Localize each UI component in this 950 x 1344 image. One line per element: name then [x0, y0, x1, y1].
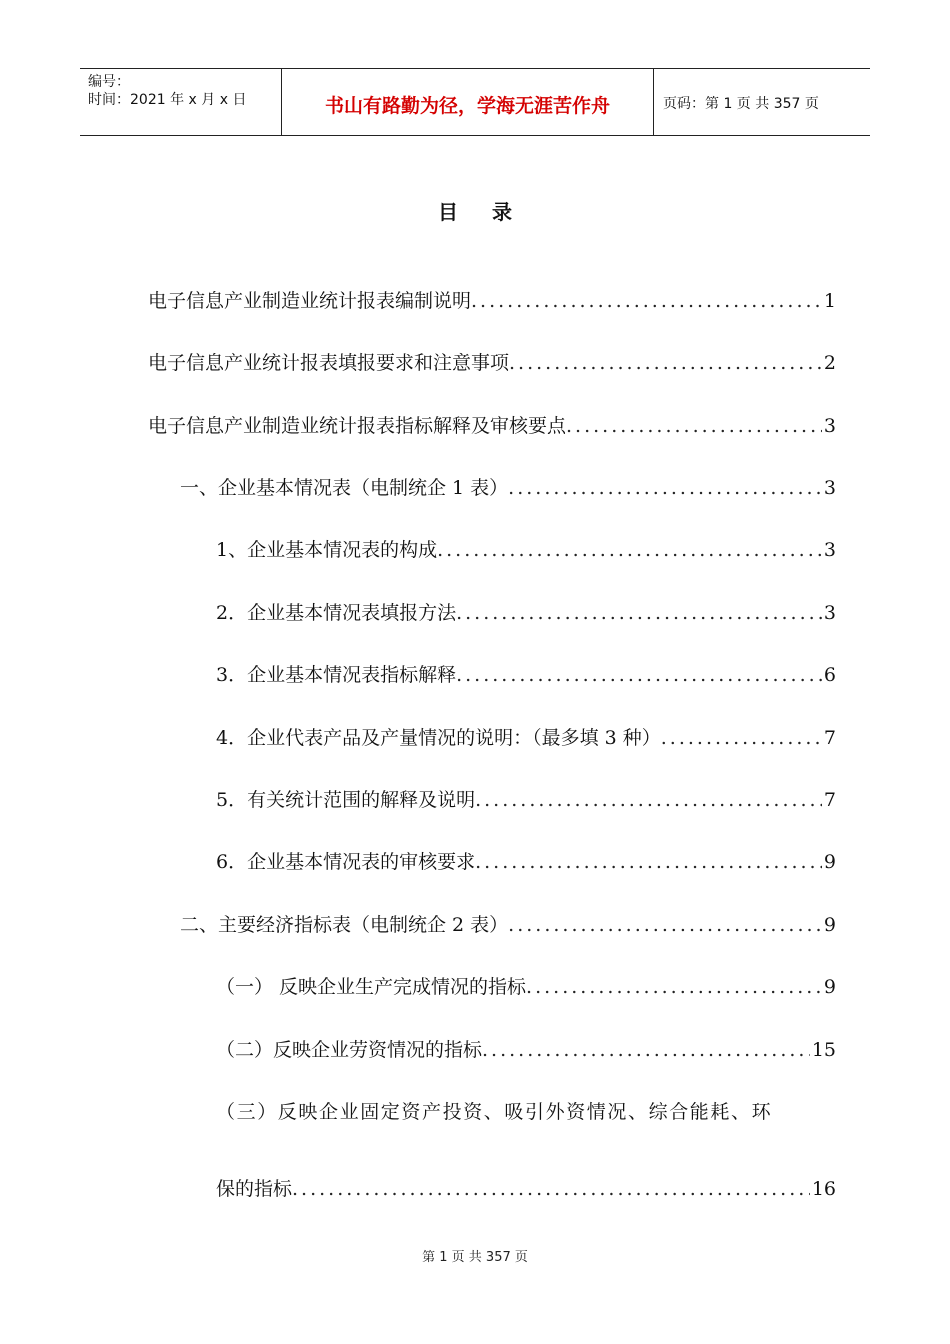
toc-entry-page: 9 [823, 851, 836, 873]
toc-leader-dots [456, 598, 822, 628]
toc-entry-text: 3．企业基本情况表指标解释 [216, 664, 457, 686]
toc-entry-text: 一、企业基本情况表（电制统企 1 表） [180, 477, 509, 499]
toc-entry-page: 15 [811, 1039, 836, 1061]
toc-entry-page: 1 [823, 290, 836, 312]
toc-entry-text: 电子信息产业制造业统计报表指标解释及审核要点 [148, 415, 567, 437]
toc-leader-dots [475, 847, 822, 877]
toc-entry[interactable] [216, 847, 836, 877]
number-label: 编号： [88, 74, 130, 90]
toc-entry-text: 5．有关统计范围的解释及说明 [216, 789, 476, 811]
toc-entry[interactable] [180, 473, 836, 503]
toc-entry-text: 电子信息产业制造业统计报表编制说明 [148, 290, 472, 312]
toc-entry-page: 9 [823, 914, 836, 936]
toc-entry-text: 2．企业基本情况表填报方法 [216, 602, 457, 624]
time-label: 时间：2021 年 x 月 x 日 [88, 92, 247, 108]
toc-entry-page: 3 [823, 539, 836, 561]
toc-entry-text: 4．企业代表产品及产量情况的说明：（最多填 3 种） [216, 727, 661, 749]
toc-entry-page: 7 [823, 789, 836, 811]
toc-entry-page: 7 [823, 727, 836, 749]
toc-leader-dots [508, 910, 822, 940]
toc-entry-page: 9 [823, 976, 836, 998]
toc-leader-dots [661, 723, 822, 753]
toc-entry-page: 16 [811, 1178, 836, 1200]
toc-entry-page: 3 [823, 477, 836, 499]
toc-leader-dots [526, 972, 822, 1002]
page-footer: 第 1 页 共 357 页 [422, 1250, 528, 1265]
toc-entry-text: 电子信息产业统计报表填报要求和注意事项 [148, 352, 510, 374]
toc-entry-page: 6 [823, 664, 836, 686]
toc-entry-text: 6．企业基本情况表的审核要求 [216, 851, 476, 873]
toc-leader-dots [456, 660, 822, 690]
toc-entry[interactable] [180, 910, 836, 940]
toc-entry[interactable] [216, 1035, 836, 1065]
toc-entry-page: 3 [823, 602, 836, 624]
header-page-label: 页码：第 1 页 共 357 页 [663, 96, 819, 112]
toc-entry[interactable] [216, 598, 836, 628]
toc-entry-text: （二）反映企业劳资情况的指标 [216, 1039, 483, 1061]
toc-leader-dots [482, 1035, 810, 1065]
toc-entry-text: 保的指标 [216, 1178, 293, 1200]
toc-leader-dots [471, 286, 822, 316]
toc-entry-text: 二、主要经济指标表（电制统企 2 表） [180, 914, 509, 936]
toc-entry-page: 2 [823, 352, 836, 374]
toc-entry-text: （一） 反映企业生产完成情况的指标 [216, 976, 527, 998]
toc-title: 目录 [438, 200, 546, 224]
toc-entry[interactable] [216, 535, 836, 565]
toc-entry[interactable] [216, 660, 836, 690]
toc-entry[interactable] [216, 1174, 836, 1204]
toc-entry[interactable] [148, 411, 836, 441]
toc-leader-dots [475, 785, 822, 815]
header-meta [80, 69, 282, 135]
toc-entry-page: 3 [823, 415, 836, 437]
toc-leader-dots [508, 473, 822, 503]
toc-entry[interactable] [148, 286, 836, 316]
toc-leader-dots [566, 411, 822, 441]
toc-leader-dots [509, 348, 822, 378]
page-header [80, 68, 870, 136]
toc-entry-text: 1、企业基本情况表的构成 [216, 539, 438, 561]
toc-entry[interactable] [148, 348, 836, 378]
toc-leader-dots [292, 1174, 810, 1204]
toc-entry[interactable] [216, 785, 836, 815]
toc-entry[interactable] [216, 972, 836, 1002]
toc-entry-text-line1[interactable]: （三）反映企业固定资产投资、吸引外资情况、综合能耗、环 [216, 1101, 773, 1123]
header-motto: 书山有路勤为径，学海无涯苦作舟 [282, 69, 654, 135]
toc-leader-dots [437, 535, 822, 565]
toc-entry[interactable] [216, 723, 836, 753]
